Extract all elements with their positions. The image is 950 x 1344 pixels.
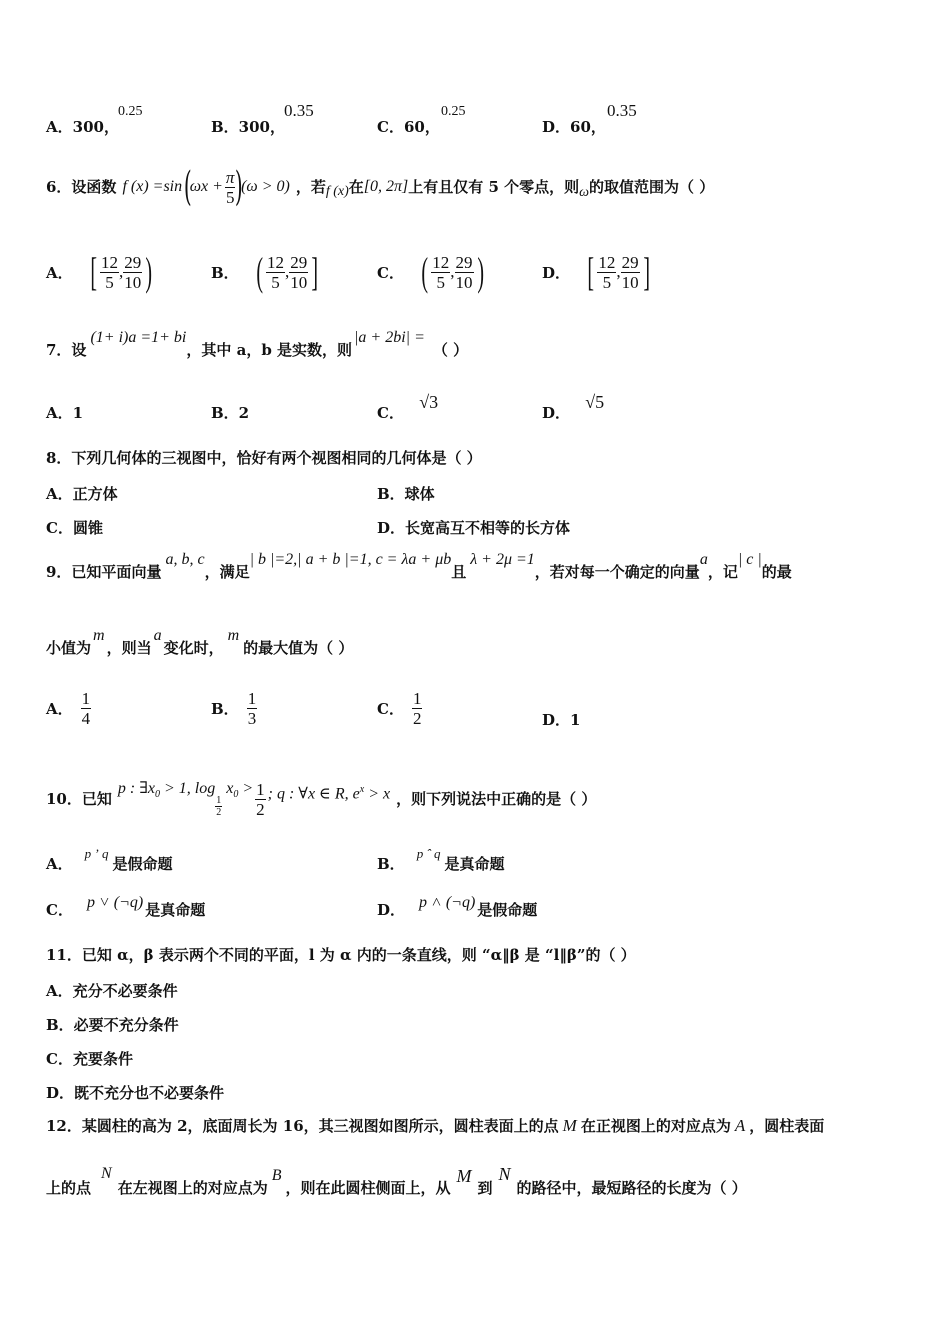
q6-option-b[interactable]: B． ( $\frac{12}{5}$ , $\frac{29}{10}$ ]	[211, 249, 319, 294]
q11-option-a[interactable]: A．充分不必要条件	[46, 982, 178, 1000]
q8-option-b[interactable]: B．球体	[377, 485, 435, 503]
question-10: 10．已知 p : $\exists x_0 > 1$, log $\frac{1}{2}$ $x_0$ > $\frac{1}{2}$ ; q : ∀x ∈ R, $e^x > x$ ，则下列说法中正确的是（ ）	[46, 779, 597, 819]
q5-option-b[interactable]: B．300，	[211, 118, 285, 136]
q10-log-base: $\frac{1}{2}$	[216, 794, 222, 818]
q5-option-c[interactable]: C．60，	[377, 118, 440, 136]
q7-option-c[interactable]: C． √3	[377, 392, 439, 422]
question-9: 9．已知平面向量 a, b, c ，满足 | b |=2,| a + b |=1, c = λa + μb 且 λ + 2μ =1 ，若对每一个确定的向量 a ，记 | c | 的最	[46, 551, 792, 581]
q10-option-c[interactable]: C． p ˅ (¬q) 是真命题	[46, 894, 206, 919]
question-11: 11．已知 α，β 表示两个不同的平面，l 为 α 内的一条直线，则 “α‖β 是 “l‖β”的（ ）	[46, 946, 636, 964]
q5-option-c-value: 0.25	[441, 104, 466, 119]
q8-option-d[interactable]: D．长宽高互不相等的长方体	[377, 519, 571, 537]
q9-option-d[interactable]: D．1	[542, 711, 581, 729]
q5-option-d[interactable]: D．60，	[542, 118, 606, 136]
q9-option-c[interactable]: C． $\frac{1}{2}$	[377, 688, 422, 728]
q7-option-a[interactable]: A．1	[46, 404, 84, 422]
q8-option-c[interactable]: C．圆锥	[46, 519, 103, 537]
q5-option-a[interactable]: A．300，	[46, 118, 119, 136]
question-12: 12．某圆柱的高为 2，底面周长为 16，其三视图如图所示，圆柱表面上的点 M 在正视图上的对应点为 A ，圆柱表面	[46, 1116, 825, 1135]
question-9-line2: 小值为 m ，则当 a 变化时， m 的最大值为（ ）	[46, 627, 354, 657]
q11-option-d[interactable]: D．既不充分也不必要条件	[46, 1084, 225, 1102]
q9-option-b[interactable]: B． $\frac{1}{3}$	[211, 688, 257, 728]
q6-pi-over-5: $\frac{\pi}{5}$	[225, 167, 235, 207]
q7-option-b[interactable]: B．2	[211, 404, 250, 422]
q7-option-d[interactable]: D． √5	[542, 392, 605, 422]
question-7: 7．设 (1+ i)a =1+ bi ，其中 a，b 是实数，则 |a + 2bi| = （ ）	[46, 329, 469, 359]
q5-option-d-value: 0.35	[607, 101, 637, 120]
question-12-line2: 上的点 N 在左视图上的对应点为 B ，则在此圆柱侧面上，从 M 到 N 的路径中，最短路径的长度为（ ）	[46, 1164, 747, 1197]
q5-option-b-value: 0.35	[284, 101, 314, 120]
q6-option-c[interactable]: C． ( $\frac{12}{5}$ , $\frac{29}{10}$ )	[377, 249, 484, 294]
q10-option-a[interactable]: A． p ʼ q 是假命题	[46, 846, 173, 873]
question-8: 8．下列几何体的三视图中，恰好有两个视图相同的几何体是（ ）	[46, 449, 482, 467]
q5-option-a-value: 0.25	[118, 104, 143, 119]
q9-option-a[interactable]: A． $\frac{1}{4}$	[46, 688, 91, 728]
q6-option-d[interactable]: D． [ $\frac{12}{5}$ , $\frac{29}{10}$ ]	[542, 249, 650, 294]
q6-function: f (x) =sin	[122, 178, 183, 195]
q10-option-b[interactable]: B． p ˆ q 是真命题	[377, 846, 505, 873]
q11-option-b[interactable]: B．必要不充分条件	[46, 1016, 179, 1034]
q11-option-c[interactable]: C．充要条件	[46, 1050, 133, 1068]
q6-option-a[interactable]: A． [ $\frac{12}{5}$ , $\frac{29}{10}$ )	[46, 249, 153, 294]
question-6: 6．设函数 f (x) =sin ( ωx + $\frac{\pi}{5}$ ) (ω > 0) ，若 f (x) 在 [0, 2π] 上有且仅有 5 个零点，则 ω 的取值范围为（ ）	[46, 164, 715, 210]
q8-option-a[interactable]: A．正方体	[46, 485, 118, 503]
q10-option-d[interactable]: D． p ˄ (¬q) 是假命题	[377, 894, 538, 919]
